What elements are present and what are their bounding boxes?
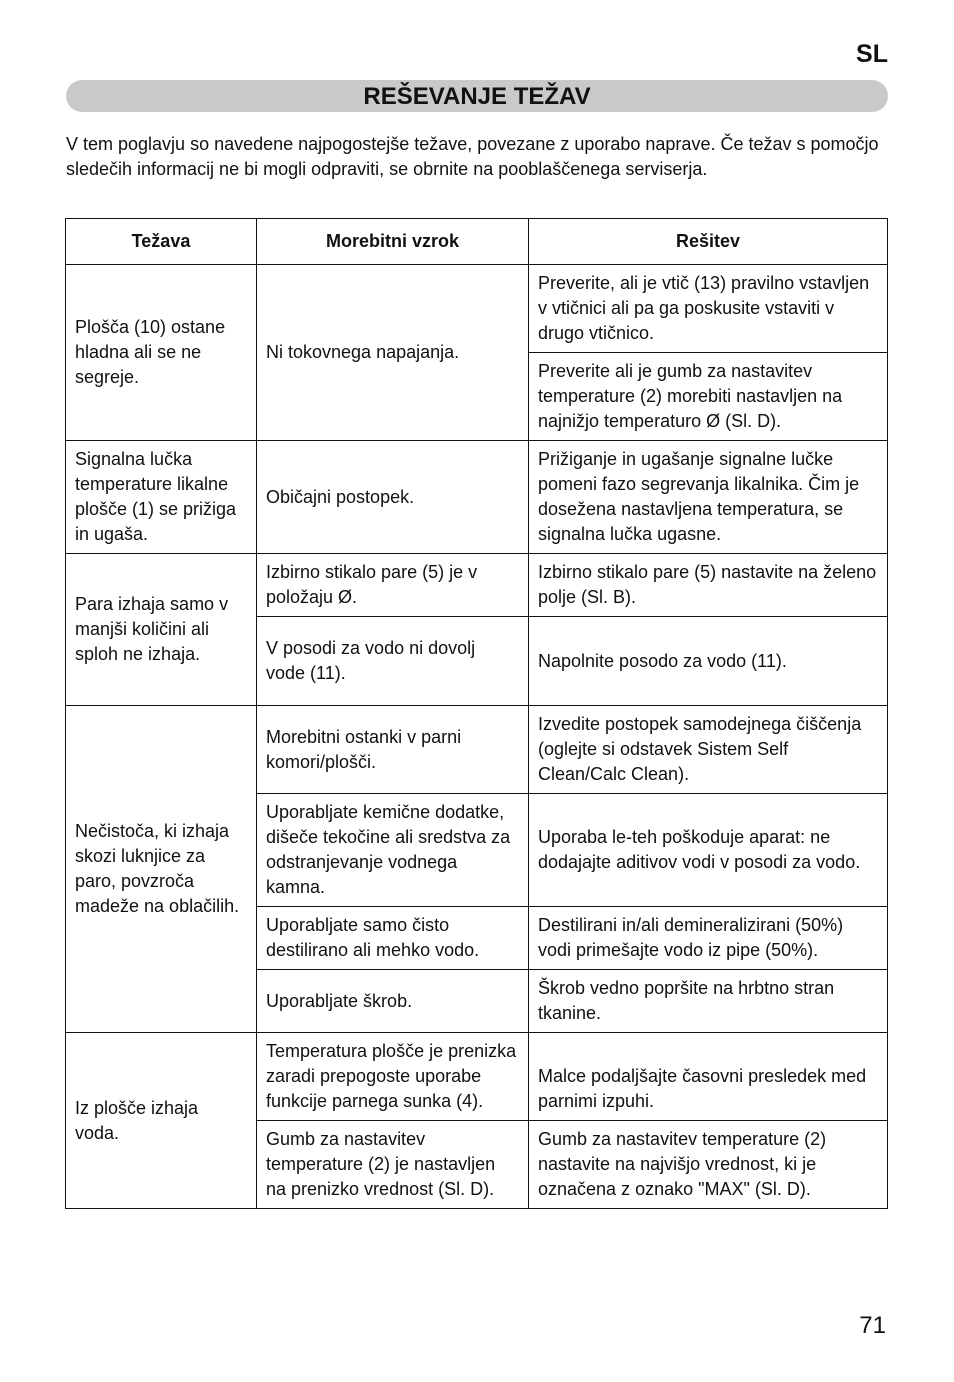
solution-cell: Preverite, ali je vtič (13) pravilno vstavljen v vtičnici ali pa ga poskusite vstaviti v drugo vtičnico. (529, 265, 888, 353)
solution-cell: Preverite ali je gumb za nastavitev temperature (2) morebiti nastavljen na najnižjo temperaturo Ø (Sl. D). (529, 353, 888, 441)
solution-cell: Napolnite posodo za vodo (11). (529, 617, 888, 706)
page-number: 71 (859, 1312, 886, 1339)
table-row (66, 265, 888, 353)
cause-cell: Temperatura plošče je prenizka zaradi prepogoste uporabe funkcije parnega sunka (4). (257, 1033, 529, 1121)
troubleshooting-table (65, 218, 888, 1209)
cause-cell: Gumb za nastavitev temperature (2) je nastavljen na prenizko vrednost (Sl. D). (257, 1121, 529, 1209)
header-cause: Morebitni vzrok (257, 219, 529, 265)
solution-cell: Destilirani in/ali demineralizirani (50%) vodi primešajte vodo iz pipe (50%). (529, 907, 888, 970)
solution-cell: Prižiganje in ugašanje signalne lučke pomeni fazo segrevanja likalnika. Čim je dosežena nastavljena temperatura, se signalna lučka ugasne. (529, 441, 888, 554)
solution-cell: Gumb za nastavitev temperature (2) nastavite na najvišjo vrednost, ki je označena z oznako "MAX" (Sl. D). (529, 1121, 888, 1209)
solution-cell: Uporaba le-teh poškoduje aparat: ne dodajajte aditivov vodi v posodi za vodo. (529, 794, 888, 907)
problem-cell: Nečistoča, ki izhaja skozi luknjice za paro, povzroča madeže na oblačilih. (66, 706, 257, 1033)
table-row (66, 441, 888, 554)
solution-cell: Izbirno stikalo pare (5) nastavite na želeno polje (Sl. B). (529, 554, 888, 617)
solution-cell: Škrob vedno popršite na hrbtno stran tkanine. (529, 970, 888, 1033)
intro-paragraph: V tem poglavju so navedene najpogostejše težave, povezane z uporabo naprave. Če težav s pomočjo sledečih informacij ne bi mogli odpraviti, se obrnite na pooblaščenega serviserja. (66, 134, 879, 179)
cause-cell: Ni tokovnega napajanja. (257, 265, 529, 441)
cause-cell: Morebitni ostanki v parni komori/plošči. (257, 706, 529, 794)
cause-cell: Uporabljate samo čisto destilirano ali mehko vodo. (257, 907, 529, 970)
header-solution: Rešitev (529, 219, 888, 265)
cause-cell: Uporabljate škrob. (257, 970, 529, 1033)
problem-cell: Plošča (10) ostane hladna ali se ne segreje. (66, 265, 257, 441)
table-header-row (66, 219, 888, 265)
table-row (66, 1033, 888, 1121)
header-problem: Težava (66, 219, 257, 265)
cause-cell: Izbirno stikalo pare (5) je v položaju Ø. (257, 554, 529, 617)
solution-cell: Izvedite postopek samodejnega čiščenja (oglejte si odstavek Sistem Self Clean/Calc Clean). (529, 706, 888, 794)
solution-cell: Malce podaljšajte časovni presledek med parnimi izpuhi. (529, 1033, 888, 1121)
problem-cell: Signalna lučka temperature likalne plošče (1) se prižiga in ugaša. (66, 441, 257, 554)
cause-cell: Uporabljate kemične dodatke, dišeče tekočine ali sredstva za odstranjevanje vodnega kamna. (257, 794, 529, 907)
problem-cell: Para izhaja samo v manjši količini ali sploh ne izhaja. (66, 554, 257, 706)
table-row (66, 554, 888, 617)
language-code: SL (856, 40, 888, 68)
table-row (66, 706, 888, 794)
cause-cell: V posodi za vodo ni dovolj vode (11). (257, 617, 529, 706)
problem-cell: Iz plošče izhaja voda. (66, 1033, 257, 1209)
page-title: REŠEVANJE TEŽAV (66, 80, 888, 112)
cause-cell: Običajni postopek. (257, 441, 529, 554)
